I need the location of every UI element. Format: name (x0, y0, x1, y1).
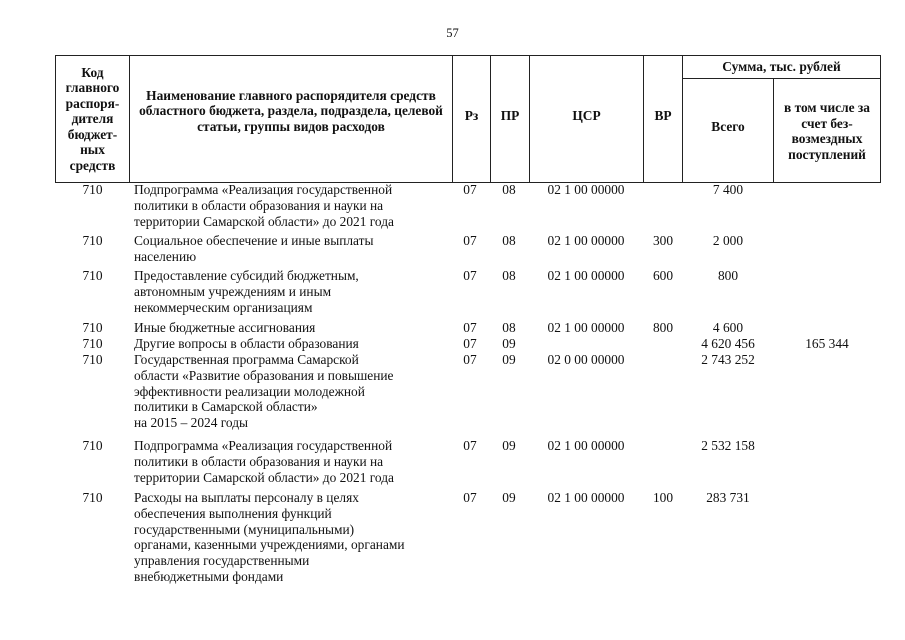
cell-name: Предоставление субсидий бюджетным, автономным учреждениям и иным некоммерческим организациям (134, 268, 359, 315)
cell-name: Расходы на выплаты персоналу в целях обеспечения выполнения функций государственными (муниципальными) органами, казенными учреждениями, органами управления государственными внебюджетными фондами (134, 490, 405, 584)
cell-csr: 02 1 00 00000 (547, 320, 625, 335)
cell-total: 2 000 (712, 233, 744, 248)
cell-vr: 600 (652, 268, 674, 283)
cell-code: 710 (82, 182, 103, 197)
cell-csr: 02 1 00 00000 (547, 490, 625, 505)
header-name: Наименование главного распорядителя средств областного бюджета, раздела, подраздела, целевой статьи, группы видов расходов (139, 87, 443, 134)
cell-vr: 300 (652, 233, 674, 248)
cell-code: 710 (82, 268, 103, 283)
cell-csr: 02 1 00 00000 (547, 268, 625, 283)
cell-name: Подпрограмма «Реализация государственной политики в области образования и науки на территории Самарской области» до 2021 года (134, 182, 394, 229)
cell-vr: 100 (652, 490, 674, 505)
cell-csr: 02 1 00 00000 (547, 438, 625, 453)
cell-total: 7 400 (712, 182, 744, 197)
cell-rz: 07 (463, 336, 477, 351)
cell-total: 283 731 (706, 490, 750, 505)
cell-free: 165 344 (805, 336, 849, 351)
header-sum: Сумма, тыс. рублей (722, 59, 841, 75)
cell-total: 2 743 252 (701, 352, 755, 367)
cell-pr: 08 (502, 268, 516, 283)
cell-rz: 07 (463, 268, 477, 283)
cell-total: 4 600 (712, 320, 744, 335)
divider (129, 55, 130, 183)
cell-pr: 08 (502, 320, 516, 335)
cell-code: 710 (82, 336, 103, 351)
cell-code: 710 (82, 233, 103, 248)
cell-name: Государственная программа Самарской области «Развитие образования и повышение эффективности реализации молодежной политики в Самарской области» на 2015 – 2024 годы (134, 352, 394, 431)
cell-name: Другие вопросы в области образования (134, 336, 359, 351)
cell-code: 710 (82, 352, 103, 367)
cell-pr: 09 (502, 490, 516, 505)
cell-pr: 09 (502, 336, 516, 351)
cell-pr: 08 (502, 182, 516, 197)
cell-vr: 800 (652, 320, 674, 335)
cell-name: Социальное обеспечение и иные выплаты населению (134, 233, 374, 264)
header-vr: ВР (654, 108, 672, 124)
header-rz: Рз (464, 108, 479, 124)
cell-rz: 07 (463, 352, 477, 367)
page-number: 57 (446, 26, 459, 40)
cell-name: Подпрограмма «Реализация государственной политики в области образования и науки на территории Самарской области» до 2021 года (134, 438, 394, 485)
header-code: Код главного распоря-дителя бюджет-ных средств (65, 64, 120, 173)
header-pr: ПР (500, 108, 520, 124)
cell-csr: 02 1 00 00000 (547, 233, 625, 248)
cell-csr: 02 0 00 00000 (547, 352, 625, 367)
cell-rz: 07 (463, 233, 477, 248)
header-total: Всего (711, 119, 745, 135)
cell-pr: 09 (502, 438, 516, 453)
cell-code: 710 (82, 438, 103, 453)
cell-name: Иные бюджетные ассигнования (134, 320, 316, 335)
cell-rz: 07 (463, 320, 477, 335)
cell-total: 800 (717, 268, 739, 283)
cell-total: 4 620 456 (701, 336, 755, 351)
divider (773, 78, 774, 183)
cell-csr: 02 1 00 00000 (547, 182, 625, 197)
cell-rz: 07 (463, 182, 477, 197)
cell-code: 710 (82, 320, 103, 335)
header-free: в том числе за счет без-возмездных поступлений (784, 100, 870, 162)
cell-pr: 08 (502, 233, 516, 248)
cell-rz: 07 (463, 438, 477, 453)
cell-total: 2 532 158 (701, 438, 755, 453)
cell-pr: 09 (502, 352, 516, 367)
cell-code: 710 (82, 490, 103, 505)
header-csr: ЦСР (572, 108, 601, 124)
cell-rz: 07 (463, 490, 477, 505)
